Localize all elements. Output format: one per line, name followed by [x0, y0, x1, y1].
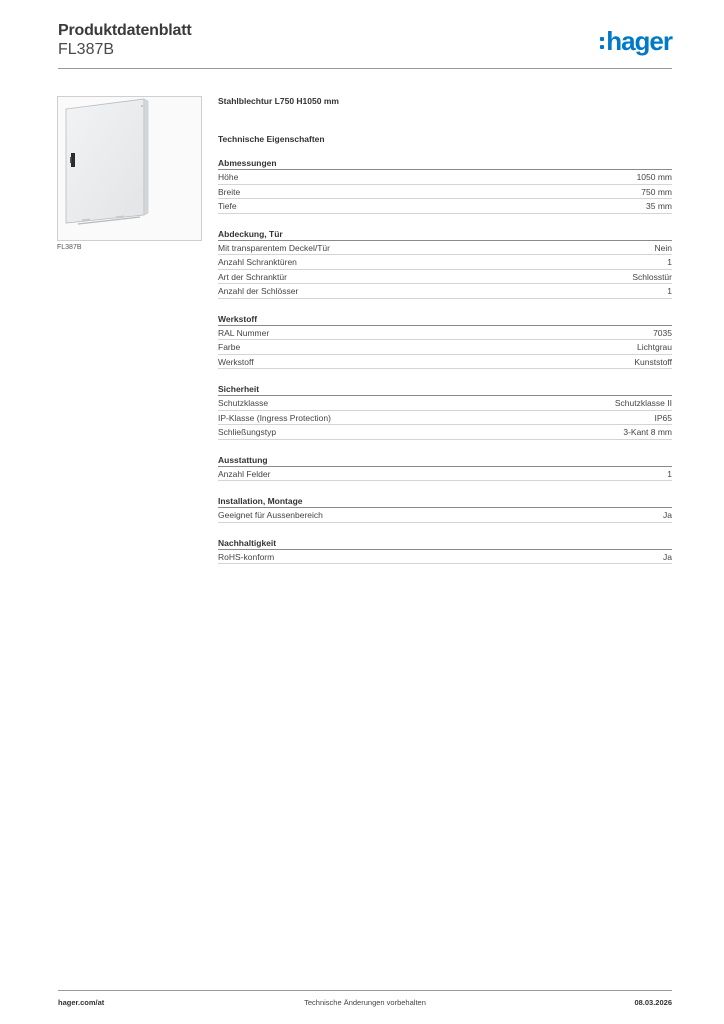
page-header — [58, 20, 672, 70]
logo-dots-icon — [600, 37, 604, 49]
property-key: RAL Nummer — [218, 327, 270, 338]
property-value: IP65 — [654, 412, 672, 423]
property-value: Lichtgrau — [637, 342, 672, 352]
cabinet-door-icon — [58, 97, 201, 240]
property-key: Art der Schranktür — [218, 271, 287, 282]
property-key: Schließungstyp — [218, 427, 277, 437]
property-row — [218, 340, 672, 355]
page-title: Produktdatenblatt — [58, 22, 192, 39]
property-value: 1 — [667, 257, 672, 267]
hager-logo — [600, 26, 672, 56]
property-row — [218, 467, 672, 482]
property-row — [218, 355, 672, 370]
section — [218, 454, 672, 482]
property-row — [218, 508, 672, 523]
property-key: Tiefe — [218, 201, 237, 211]
property-row — [218, 550, 672, 565]
property-key: Werkstoff — [218, 356, 254, 367]
property-row — [218, 255, 672, 270]
section-title: Nachhaltigkeit — [218, 537, 672, 550]
product-code: FL387B — [58, 41, 115, 58]
property-value: 7035 — [653, 327, 672, 338]
property-value: 3-Kant 8 mm — [623, 427, 672, 437]
property-key: Breite — [218, 186, 241, 197]
property-value: 1 — [667, 286, 672, 296]
product-image — [57, 96, 202, 241]
property-row — [218, 396, 672, 411]
section-title: Ausstattung — [218, 454, 672, 467]
property-value: 35 mm — [646, 201, 672, 211]
logo-text: hager — [606, 26, 672, 56]
property-key: RoHS-konform — [218, 551, 275, 562]
section — [218, 537, 672, 565]
section — [218, 495, 672, 523]
property-value: 1050 mm — [636, 172, 672, 182]
property-value: 750 mm — [641, 186, 672, 197]
footer-website[interactable]: hager.com/at — [58, 998, 105, 1007]
property-value: Kunststoff — [634, 356, 672, 367]
product-name: Stahlblechtur L750 H1050 mm — [218, 96, 339, 106]
image-caption: FL387B — [57, 244, 82, 251]
property-row — [218, 185, 672, 200]
datasheet-content — [218, 95, 672, 564]
property-key: IP-Klasse (Ingress Protection) — [218, 412, 331, 423]
section — [218, 383, 672, 440]
property-row — [218, 425, 672, 440]
footer-notice: Technische Änderungen vorbehalten — [304, 998, 426, 1007]
footer-date: 08.03.2026 — [634, 998, 672, 1007]
property-value: Ja — [663, 551, 672, 562]
property-row — [218, 270, 672, 285]
property-row — [218, 326, 672, 341]
property-row — [218, 284, 672, 299]
property-row — [218, 241, 672, 256]
property-key: Farbe — [218, 342, 241, 352]
property-value: Schutzklasse II — [614, 398, 672, 408]
property-value: 1 — [667, 468, 672, 479]
section-title: Installation, Montage — [218, 495, 672, 508]
property-key: Mit transparentem Deckel/Tür — [218, 242, 330, 253]
property-key: Anzahl Felder — [218, 468, 271, 479]
property-key: Schutzklasse — [218, 398, 269, 408]
property-key: Anzahl der Schlösser — [218, 286, 299, 296]
section — [218, 157, 672, 214]
property-row — [218, 199, 672, 214]
section-title: Werkstoff — [218, 313, 672, 326]
section — [218, 228, 672, 299]
property-row — [218, 411, 672, 426]
property-key: Höhe — [218, 172, 239, 182]
header-divider — [58, 68, 672, 69]
page-footer — [58, 990, 672, 1010]
property-key: Geeignet für Aussenbereich — [218, 510, 323, 520]
properties-sections — [218, 157, 672, 564]
tech-properties-title: Technische Eigenschaften — [218, 134, 325, 144]
section-title: Abmessungen — [218, 157, 672, 170]
property-value: Nein — [654, 242, 672, 253]
section-title: Abdeckung, Tür — [218, 228, 672, 241]
property-value: Schlosstür — [632, 271, 672, 282]
property-row — [218, 170, 672, 185]
section-title: Sicherheit — [218, 383, 672, 396]
property-value: Ja — [663, 510, 672, 520]
property-key: Anzahl Schranktüren — [218, 257, 297, 267]
section — [218, 313, 672, 370]
